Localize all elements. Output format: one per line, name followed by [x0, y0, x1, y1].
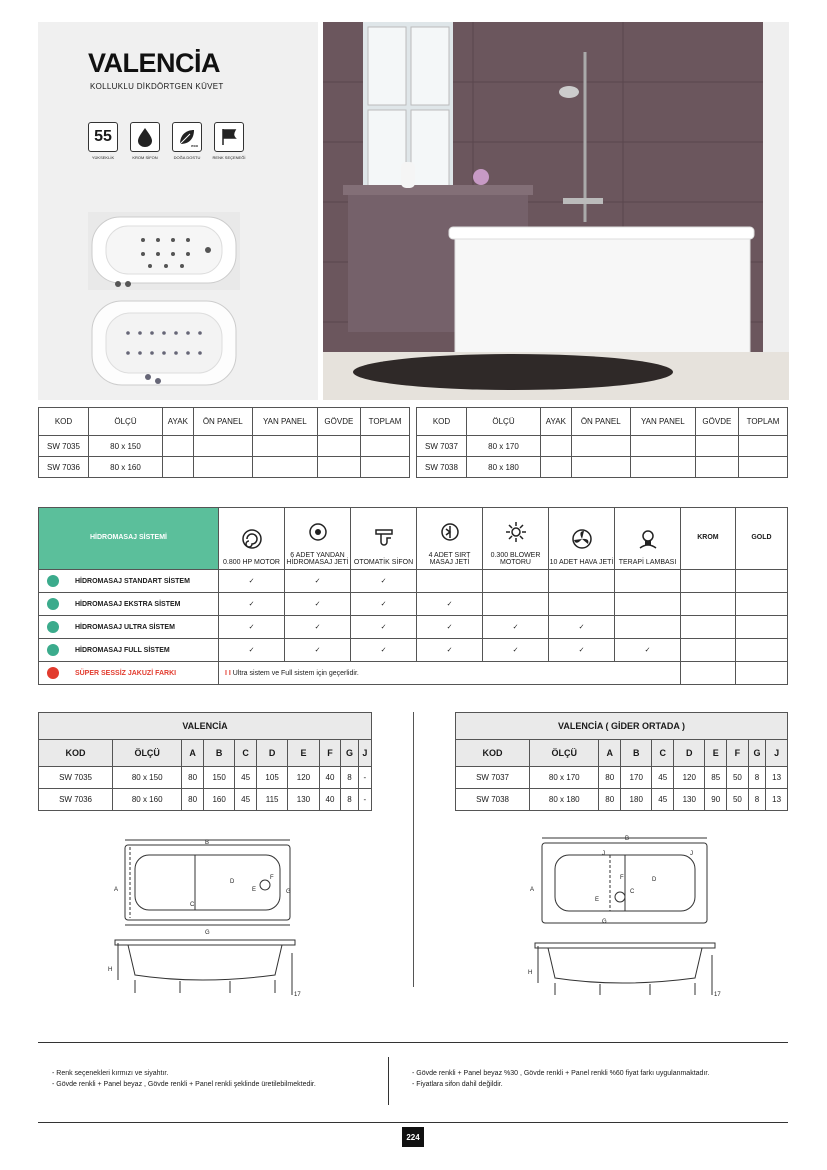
system-row	[39, 593, 788, 616]
green-dot-icon	[47, 598, 59, 610]
bathroom-photo	[323, 22, 789, 400]
note: - Gövde renkli + Panel beyaz , Gövde renkli + Panel renkli şeklinde üretilebilmektedir.	[52, 1081, 316, 1088]
dim-cell: 13	[766, 789, 788, 811]
feature-blower: 0.300 BLOWER MOTORU	[483, 508, 549, 570]
fan-icon	[549, 528, 614, 554]
table-row	[417, 457, 788, 478]
footer-notes-right	[412, 1068, 787, 1090]
feature-side-jets: 6 ADET YANDAN HİDROMASAJ JETİ	[285, 508, 351, 570]
check-icon: ✓	[285, 570, 351, 593]
table-row	[417, 436, 788, 457]
dim-col-header: E	[705, 740, 727, 767]
leaf-icon	[172, 122, 202, 152]
silent-note: Ultra sistem ve Full sistem için geçerlidir.	[232, 669, 359, 677]
check-icon: ✓	[417, 593, 483, 616]
dimension-letter: E	[252, 887, 257, 893]
note: - Gövde renkli + Panel beyaz %30 , Gövde renkli + Panel renkli %60 fiyat farkı uygulanmaktadır.	[412, 1070, 710, 1077]
dim-cell: 85	[705, 767, 727, 789]
dim-cell: 40	[319, 789, 341, 811]
product-size: 80 x 150	[89, 436, 163, 457]
check-icon: ✓	[351, 570, 417, 593]
back-jet-icon	[417, 521, 482, 547]
check-icon: ✓	[351, 616, 417, 639]
dim-cell: 8	[341, 767, 359, 789]
product-size: 80 x 180	[467, 457, 541, 478]
dim-header-row	[456, 740, 788, 767]
dim-col-header: KOD	[456, 740, 530, 767]
check-icon: ✓	[219, 570, 285, 593]
system-name: HİDROMASAJ STANDART SİSTEM	[74, 577, 190, 585]
col-header: TOPLAM	[739, 408, 788, 436]
system-row	[39, 639, 788, 662]
dim-cell: 8	[341, 789, 359, 811]
dimension-letter: B	[625, 836, 630, 842]
dim-cell: 80	[599, 767, 621, 789]
product-code: SW 7038	[417, 457, 467, 478]
check-icon: ✓	[351, 593, 417, 616]
check-icon: ✓	[549, 616, 615, 639]
feature-label: KROM SİFON	[132, 155, 158, 160]
feature-auto-siphon: OTOMATİK SİFON	[351, 508, 417, 570]
dimension-letter: C	[630, 889, 635, 895]
check-icon: ✓	[417, 639, 483, 662]
product-header-panel	[38, 22, 318, 400]
dimension-letter: G	[602, 919, 607, 925]
dim-col-header: B	[621, 740, 652, 767]
check-icon: ✓	[219, 639, 285, 662]
dim-col-header: D	[256, 740, 287, 767]
dimension-letter: D	[230, 879, 235, 885]
dim-col-header: J	[358, 740, 371, 767]
dim-cell: -	[358, 767, 371, 789]
dimension-table-right	[455, 712, 788, 811]
dim-cell: 8	[748, 767, 766, 789]
dimension-letter: E	[595, 897, 600, 903]
table-row	[456, 789, 788, 811]
dim-cell: 8	[748, 789, 766, 811]
dim-cell: 80 x 160	[113, 789, 182, 811]
table-row	[39, 767, 372, 789]
dimension-letter: A	[530, 887, 535, 893]
dim-cell: 13	[766, 767, 788, 789]
dim-cell: 80 x 170	[530, 767, 599, 789]
dim-cell: 45	[235, 789, 257, 811]
dimension-letter: C	[190, 902, 195, 908]
left-technical-drawing	[100, 835, 300, 1005]
dim-col-header: F	[727, 740, 749, 767]
footer-notes-left	[52, 1068, 382, 1090]
green-dot-icon	[47, 575, 59, 587]
dimension-letter: F	[270, 875, 274, 881]
dim-col-header: E	[288, 740, 319, 767]
flag-icon	[214, 122, 244, 152]
hydromassage-systems-table	[38, 507, 788, 685]
dim-cell: 160	[203, 789, 234, 811]
tub-jets-image	[88, 297, 240, 389]
system-row	[39, 570, 788, 593]
dim-cell: 115	[256, 789, 287, 811]
dim-col-header: ÖLÇÜ	[530, 740, 599, 767]
dimension-table-left	[38, 712, 372, 811]
dim-cell: 150	[203, 767, 234, 789]
siphon-icon	[351, 528, 416, 554]
dim-cell: 80 x 180	[530, 789, 599, 811]
dimension-letter: G	[286, 889, 291, 895]
systems-title: HİDROMASAJ SİSTEMİ	[39, 508, 219, 570]
dim-cell: SW 7035	[39, 767, 113, 789]
col-header: ÖN PANEL	[193, 408, 252, 436]
silent-marker: I I	[225, 669, 231, 677]
dim-col-header: A	[599, 740, 621, 767]
drop-icon	[130, 122, 160, 152]
dim-cell: SW 7036	[39, 789, 113, 811]
dim-cell: 105	[256, 767, 287, 789]
dim-cell: 170	[621, 767, 652, 789]
table-row	[39, 457, 410, 478]
dim-cell: SW 7038	[456, 789, 530, 811]
dim-cell: 120	[674, 767, 705, 789]
dim-cell: -	[358, 789, 371, 811]
dim-cell: 80 x 150	[113, 767, 182, 789]
dim-col-header: G	[341, 740, 359, 767]
check-icon: ✓	[615, 639, 681, 662]
dim-cell: 45	[235, 767, 257, 789]
check-icon: ✓	[285, 616, 351, 639]
silent-row	[39, 662, 788, 685]
feature-label: RENK SEÇENEĞİ	[212, 155, 246, 160]
check-icon: ✓	[549, 639, 615, 662]
product-title: VALENCİA	[88, 48, 221, 78]
dim-cell: SW 7037	[456, 767, 530, 789]
feature-motor: 0.800 HP MOTOR	[219, 508, 285, 570]
dim-col-header: G	[748, 740, 766, 767]
dim-cell: 80	[182, 789, 204, 811]
dim-cell: 80	[599, 789, 621, 811]
dim-cell: 90	[705, 789, 727, 811]
dimension-letter: 17	[714, 992, 721, 998]
dim-cell: 45	[652, 789, 674, 811]
dimension-letter: J	[602, 851, 605, 857]
dim-cell: 50	[727, 789, 749, 811]
col-header: YAN PANEL	[252, 408, 317, 436]
eco-label: eco	[191, 143, 198, 148]
dimension-letter: 17	[294, 992, 301, 998]
product-size: 80 x 170	[467, 436, 541, 457]
dim-cell: 120	[288, 767, 319, 789]
dimension-letter: J	[690, 851, 693, 857]
dim-col-header: C	[652, 740, 674, 767]
feature-therapy-lamp: TERAPİ LAMBASI	[615, 508, 681, 570]
check-icon: ✓	[285, 593, 351, 616]
check-icon: ✓	[219, 593, 285, 616]
silent-label: SÜPER SESSİZ JAKUZİ FARKI	[74, 669, 177, 677]
dimension-letter: D	[652, 877, 657, 883]
finish-gold: GOLD	[735, 508, 787, 570]
dim-col-header: A	[182, 740, 204, 767]
dim-cell: 45	[652, 767, 674, 789]
price-table-left	[38, 407, 410, 478]
product-code: SW 7037	[417, 436, 467, 457]
col-header: GÖVDE	[317, 408, 360, 436]
footer-rule-bottom	[38, 1122, 788, 1123]
red-dot-icon	[47, 667, 59, 679]
column-divider	[413, 712, 414, 987]
table-row	[456, 767, 788, 789]
table-row	[39, 789, 372, 811]
dimension-letter: H	[528, 970, 533, 976]
system-row	[39, 616, 788, 639]
dim-col-header: KOD	[39, 740, 113, 767]
check-icon: ✓	[417, 616, 483, 639]
col-header: GÖVDE	[695, 408, 738, 436]
check-icon: ✓	[483, 616, 549, 639]
check-icon: ✓	[219, 616, 285, 639]
dimension-letter: B	[205, 840, 210, 846]
check-icon: ✓	[483, 639, 549, 662]
dim-cell: 130	[674, 789, 705, 811]
feature-back-jets: 4 ADET SIRT MASAJ JETİ	[417, 508, 483, 570]
dimension-letter: F	[620, 875, 624, 881]
page-number: 224	[402, 1127, 424, 1147]
dim-col-header: ÖLÇÜ	[113, 740, 182, 767]
feature-air-jets: 10 ADET HAVA JETİ	[549, 508, 615, 570]
col-header: YAN PANEL	[630, 408, 695, 436]
blower-icon	[483, 521, 548, 547]
product-size: 80 x 160	[89, 457, 163, 478]
height-feature-icon: 55	[88, 122, 118, 152]
dimension-letter: H	[108, 967, 113, 973]
lamp-icon	[615, 528, 680, 554]
green-dot-icon	[47, 644, 59, 656]
note: - Fiyatlara sifon dahil değildir.	[412, 1081, 503, 1088]
system-name: HİDROMASAJ FULL SİSTEM	[74, 646, 170, 654]
finish-krom: KROM	[681, 508, 736, 570]
note: - Renk seçenekleri kırmızı ve siyahtır.	[52, 1070, 169, 1077]
product-code: SW 7036	[39, 457, 89, 478]
right-technical-drawing	[520, 835, 720, 1005]
col-header: AYAK	[541, 408, 572, 436]
product-subtitle: KOLLUKLU DİKDÖRTGEN KÜVET	[90, 82, 224, 91]
spiral-motor-icon	[219, 528, 284, 554]
dim-col-header: C	[235, 740, 257, 767]
col-header: AYAK	[163, 408, 194, 436]
system-name: HİDROMASAJ ULTRA SİSTEM	[74, 623, 175, 631]
feature-label: DOĞA DOSTU	[173, 155, 201, 160]
dim-col-header: F	[319, 740, 341, 767]
col-header: ÖN PANEL	[571, 408, 630, 436]
dim-cell: 180	[621, 789, 652, 811]
dim-col-header: B	[203, 740, 234, 767]
col-header: TOPLAM	[361, 408, 410, 436]
dim-table-title: VALENCİA ( GİDER ORTADA )	[456, 713, 788, 740]
dimension-letter: G	[205, 930, 210, 936]
side-jet-icon	[285, 521, 350, 547]
check-icon: ✓	[351, 639, 417, 662]
col-header: KOD	[417, 408, 467, 436]
dimension-letter: A	[114, 887, 119, 893]
col-header: ÖLÇÜ	[467, 408, 541, 436]
dim-cell: 50	[727, 767, 749, 789]
dim-header-row	[39, 740, 372, 767]
footer-divider	[388, 1057, 389, 1105]
price-table-right	[416, 407, 788, 478]
dim-col-header: J	[766, 740, 788, 767]
dim-cell: 40	[319, 767, 341, 789]
green-dot-icon	[47, 621, 59, 633]
system-name: HİDROMASAJ EKSTRA SİSTEM	[74, 600, 181, 608]
col-header: ÖLÇÜ	[89, 408, 163, 436]
dim-col-header: D	[674, 740, 705, 767]
footer-rule-top	[38, 1042, 788, 1043]
table-row	[39, 436, 410, 457]
dim-cell: 80	[182, 767, 204, 789]
dim-cell: 130	[288, 789, 319, 811]
check-icon: ✓	[285, 639, 351, 662]
dim-table-title: VALENCİA	[39, 713, 372, 740]
tub-top-view-image	[88, 212, 240, 290]
col-header: KOD	[39, 408, 89, 436]
product-code: SW 7035	[39, 436, 89, 457]
feature-label: YÜKSEKLİK	[91, 155, 115, 160]
